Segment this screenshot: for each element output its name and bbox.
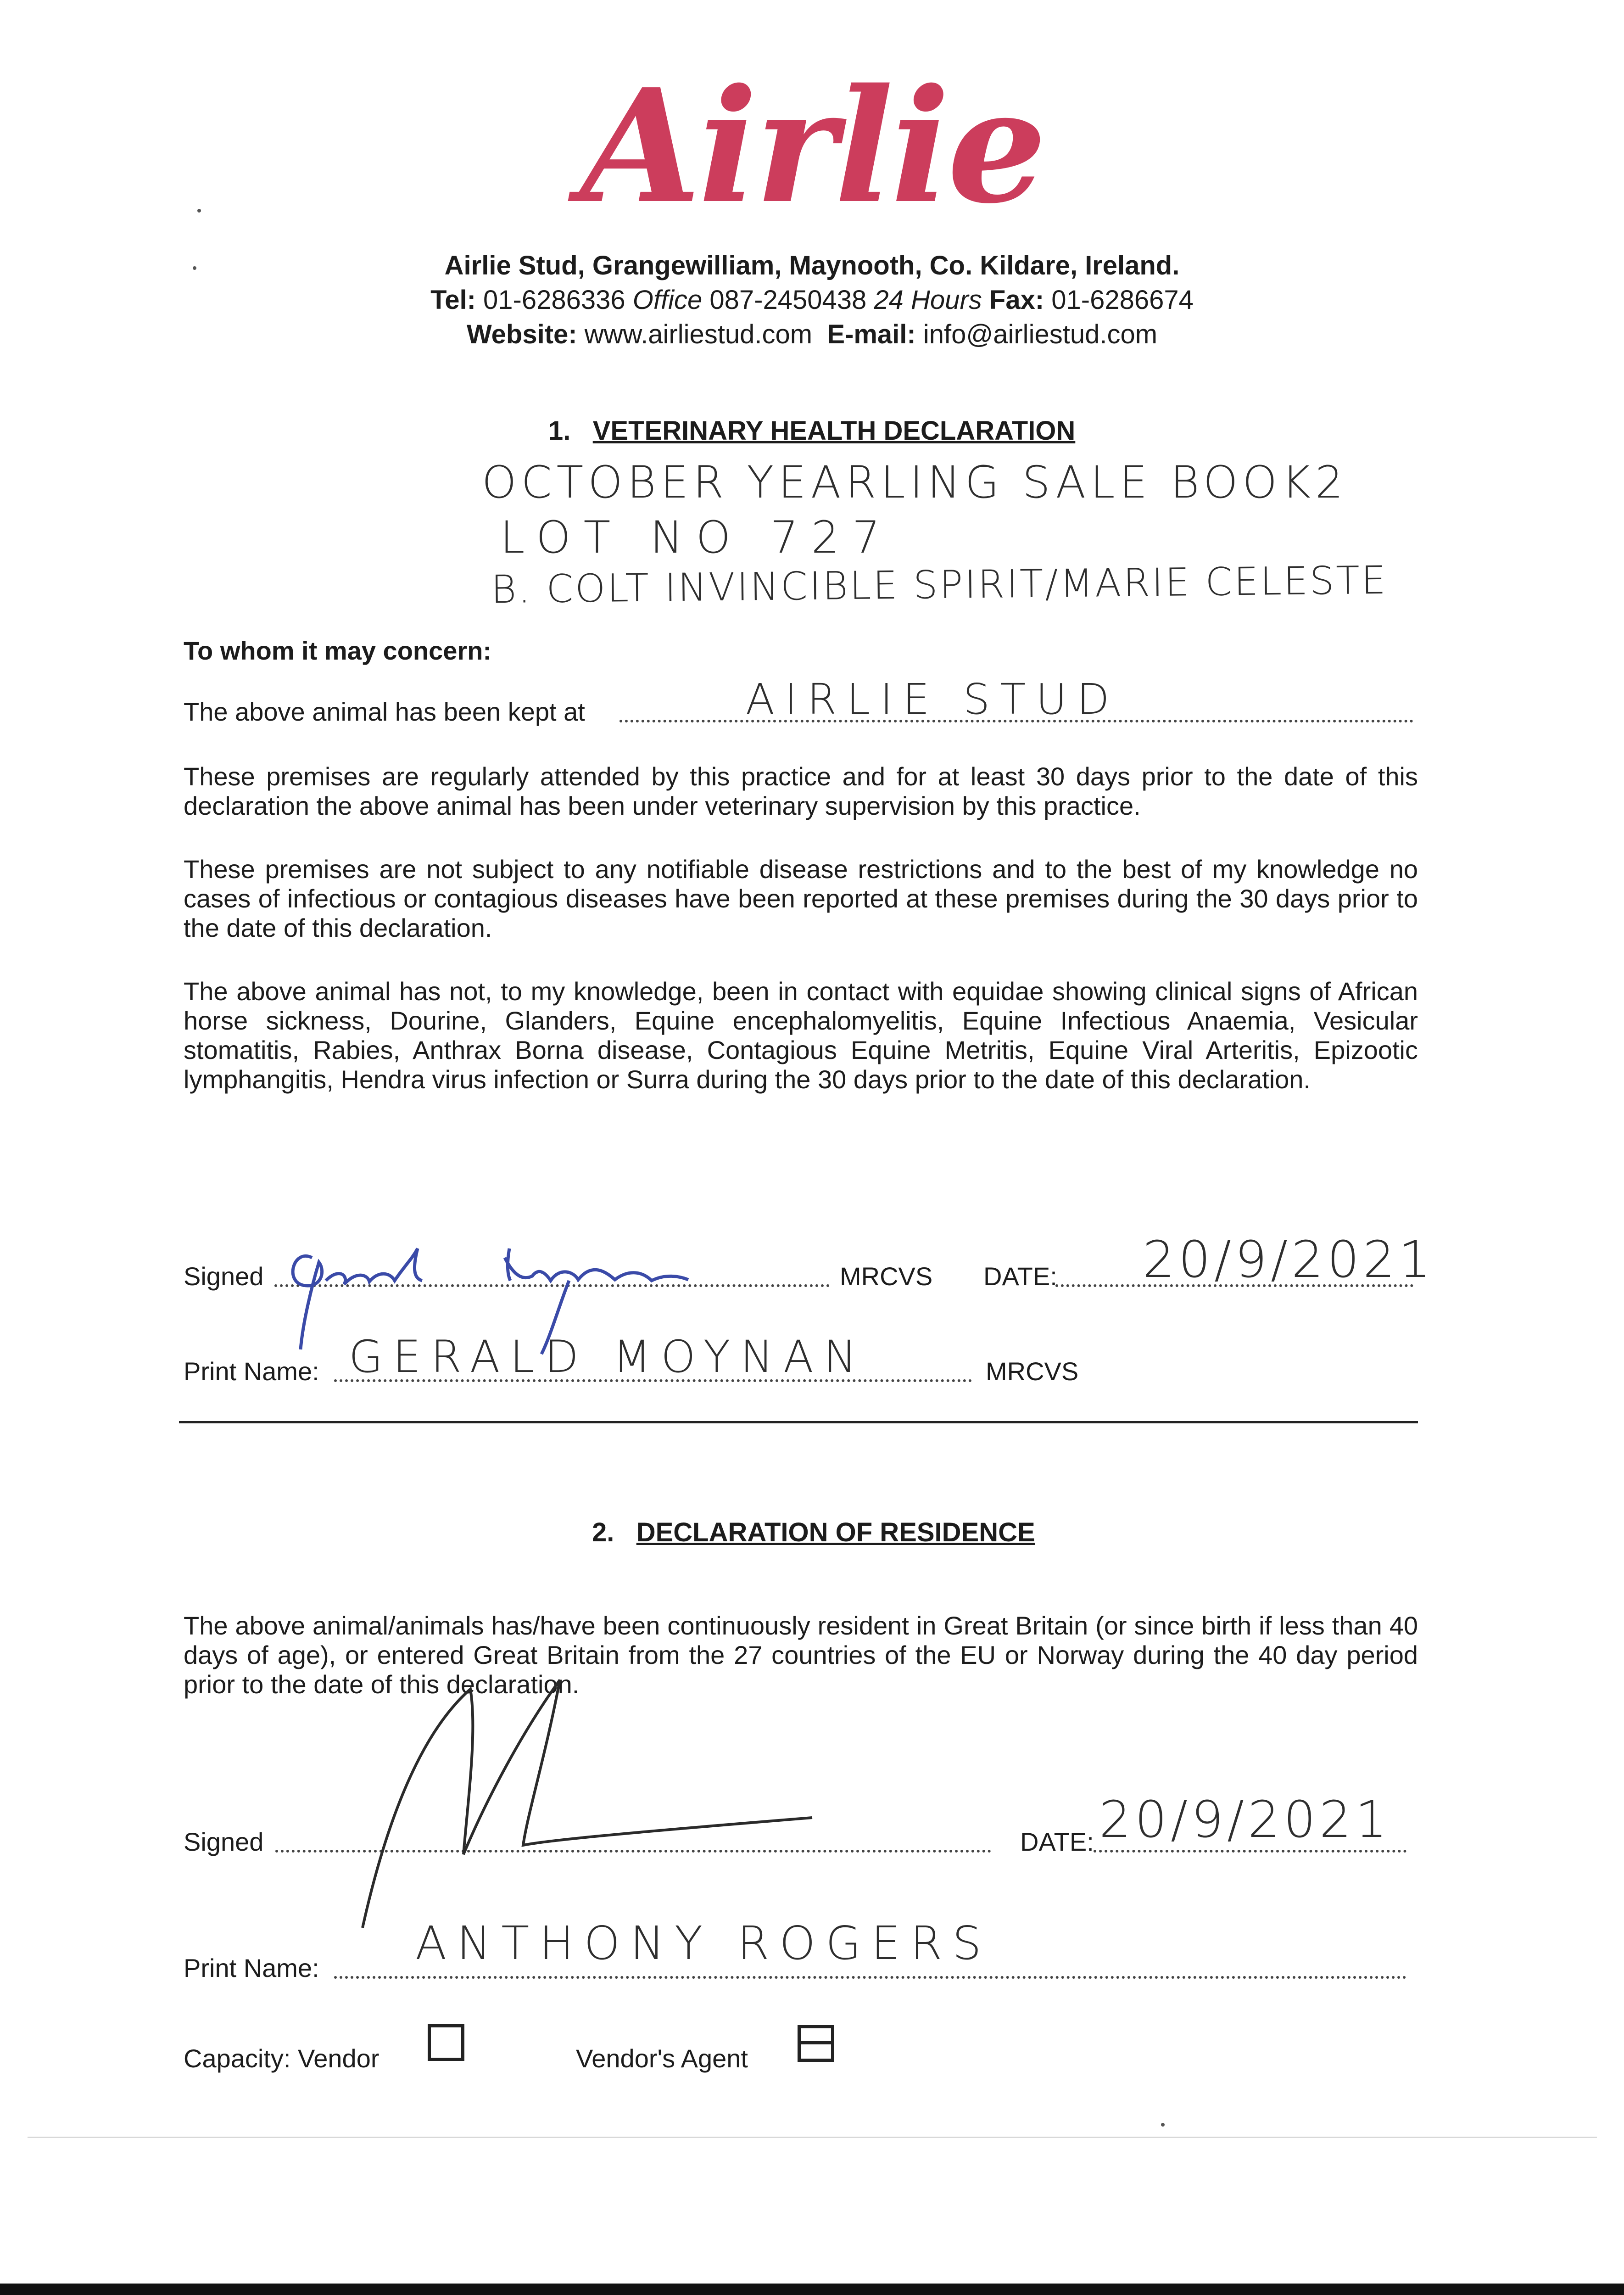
letterhead-address: Airlie Stud, Grangewilliam, Maynooth, Co. Kildare, Ireland. (444, 251, 1180, 280)
vet-print-mrcvs-label: MRCVS (986, 1357, 1079, 1386)
declaration-paragraph-3: The above animal has not, to my knowledge, been in contact with equidae showing clinical signs of African horse sickness, Dourine, Glanders, Equine encephalomyelitis, Equine Infectious Anaemia, Vesicular stomatitis, Rabies, Anthrax Borna disease, Contagious Equine Metritis, Equine Viral Arteritis, Epizootic lymphangitis, Hendra virus infection or Surra during the 30 days prior to the date of this declaration. (184, 977, 1418, 1094)
vendor-print-name-value: ANTHONY ROGERS (415, 1916, 992, 1970)
vet-print-name-value: GERALD MOYNAN (349, 1331, 867, 1383)
vet-signed-label: Signed (184, 1262, 264, 1291)
scan-speck (1161, 2123, 1165, 2127)
email-label: E-mail: (827, 319, 916, 349)
vendor-date-label: DATE: (1020, 1827, 1094, 1856)
salutation: To whom it may concern: (184, 636, 492, 665)
vendor-signed-label: Signed (184, 1827, 264, 1856)
declaration-paragraph-2: These premises are not subject to any notifiable disease restrictions and to the best of my knowledge no cases of infectious or contagious diseases have been reported at these premises during the 30 days prior to the date of this declaration. (184, 855, 1418, 942)
scan-speck (193, 266, 196, 270)
hand-horse-line: B. COLT INVINCIBLE SPIRIT/MARIE CELESTE (491, 557, 1388, 612)
vendor-print-name-dotted-line (334, 1976, 1406, 1979)
vendor-checkbox[interactable] (428, 2024, 464, 2061)
declaration-paragraph-1: These premises are regularly attended by this practice and for at least 30 days prior to the date of this declaration the above animal has been under veterinary supervision by this practice. (184, 762, 1418, 820)
section2-number: 2. (592, 1517, 614, 1547)
section2-title: DECLARATION OF RESIDENCE (636, 1517, 1035, 1547)
email-value: info@airliestud.com (923, 319, 1158, 349)
section1-title: VETERINARY HEALTH DECLARATION (592, 416, 1076, 446)
vendors-agent-check-mark (801, 2041, 831, 2044)
vendors-agent-label: Vendor's Agent (576, 2044, 748, 2073)
scan-edge-line (28, 2137, 1597, 2138)
tel-office: 01-6286336 (483, 285, 625, 315)
scan-bottom-edge (0, 2284, 1624, 2295)
scan-speck (197, 209, 201, 213)
section1-heading (548, 415, 1075, 446)
section1-number: 1. (548, 416, 571, 446)
vendor-print-name-label: Print Name: (184, 1954, 319, 1982)
residence-paragraph: The above animal/animals has/have been continuously resident in Great Britain (or since birth if less than 40 days of age), or entered Great Britain from the 27 countries of the EU or Norway during the 40 day period prior to the date of this declaration. (184, 1611, 1418, 1699)
vet-date-label: DATE: (983, 1262, 1057, 1291)
vet-mrcvs-label: MRCVS (840, 1262, 933, 1291)
fax-number: 01-6286674 (1051, 285, 1194, 315)
kept-at-value: AIRLIE STUD (746, 675, 1120, 724)
letterhead-contact-line (0, 285, 1624, 315)
vendors-agent-checkbox[interactable] (798, 2025, 834, 2062)
website-value: www.airliestud.com (584, 319, 813, 349)
office-label: Office (632, 285, 703, 315)
airlie-logo: Airlie (580, 55, 1044, 238)
tel-label: Tel: (430, 285, 476, 315)
hand-sale-line: OCTOBER YEARLING SALE BOOK2 (482, 457, 1348, 508)
section-divider (179, 1421, 1418, 1423)
vet-date-value: 20/9/2021 (1143, 1230, 1435, 1289)
vendor-date-dotted-line (1094, 1850, 1406, 1853)
vendor-signature (330, 1662, 881, 1955)
vet-print-name-label: Print Name: (184, 1357, 319, 1386)
fax-label: Fax: (989, 285, 1044, 315)
kept-at-label: The above animal has been kept at (184, 697, 585, 726)
hours-label: 24 Hours (874, 285, 982, 315)
capacity-vendor-label: Capacity: Vendor (184, 2044, 379, 2073)
website-label: Website: (466, 319, 577, 349)
vendor-date-value: 20/9/2021 (1099, 1790, 1391, 1849)
letterhead-web-line (0, 319, 1624, 350)
hand-lot-line: LOT NO 727 (500, 512, 893, 563)
section2-heading (592, 1517, 1035, 1548)
tel-24h: 087-2450438 (709, 285, 867, 315)
